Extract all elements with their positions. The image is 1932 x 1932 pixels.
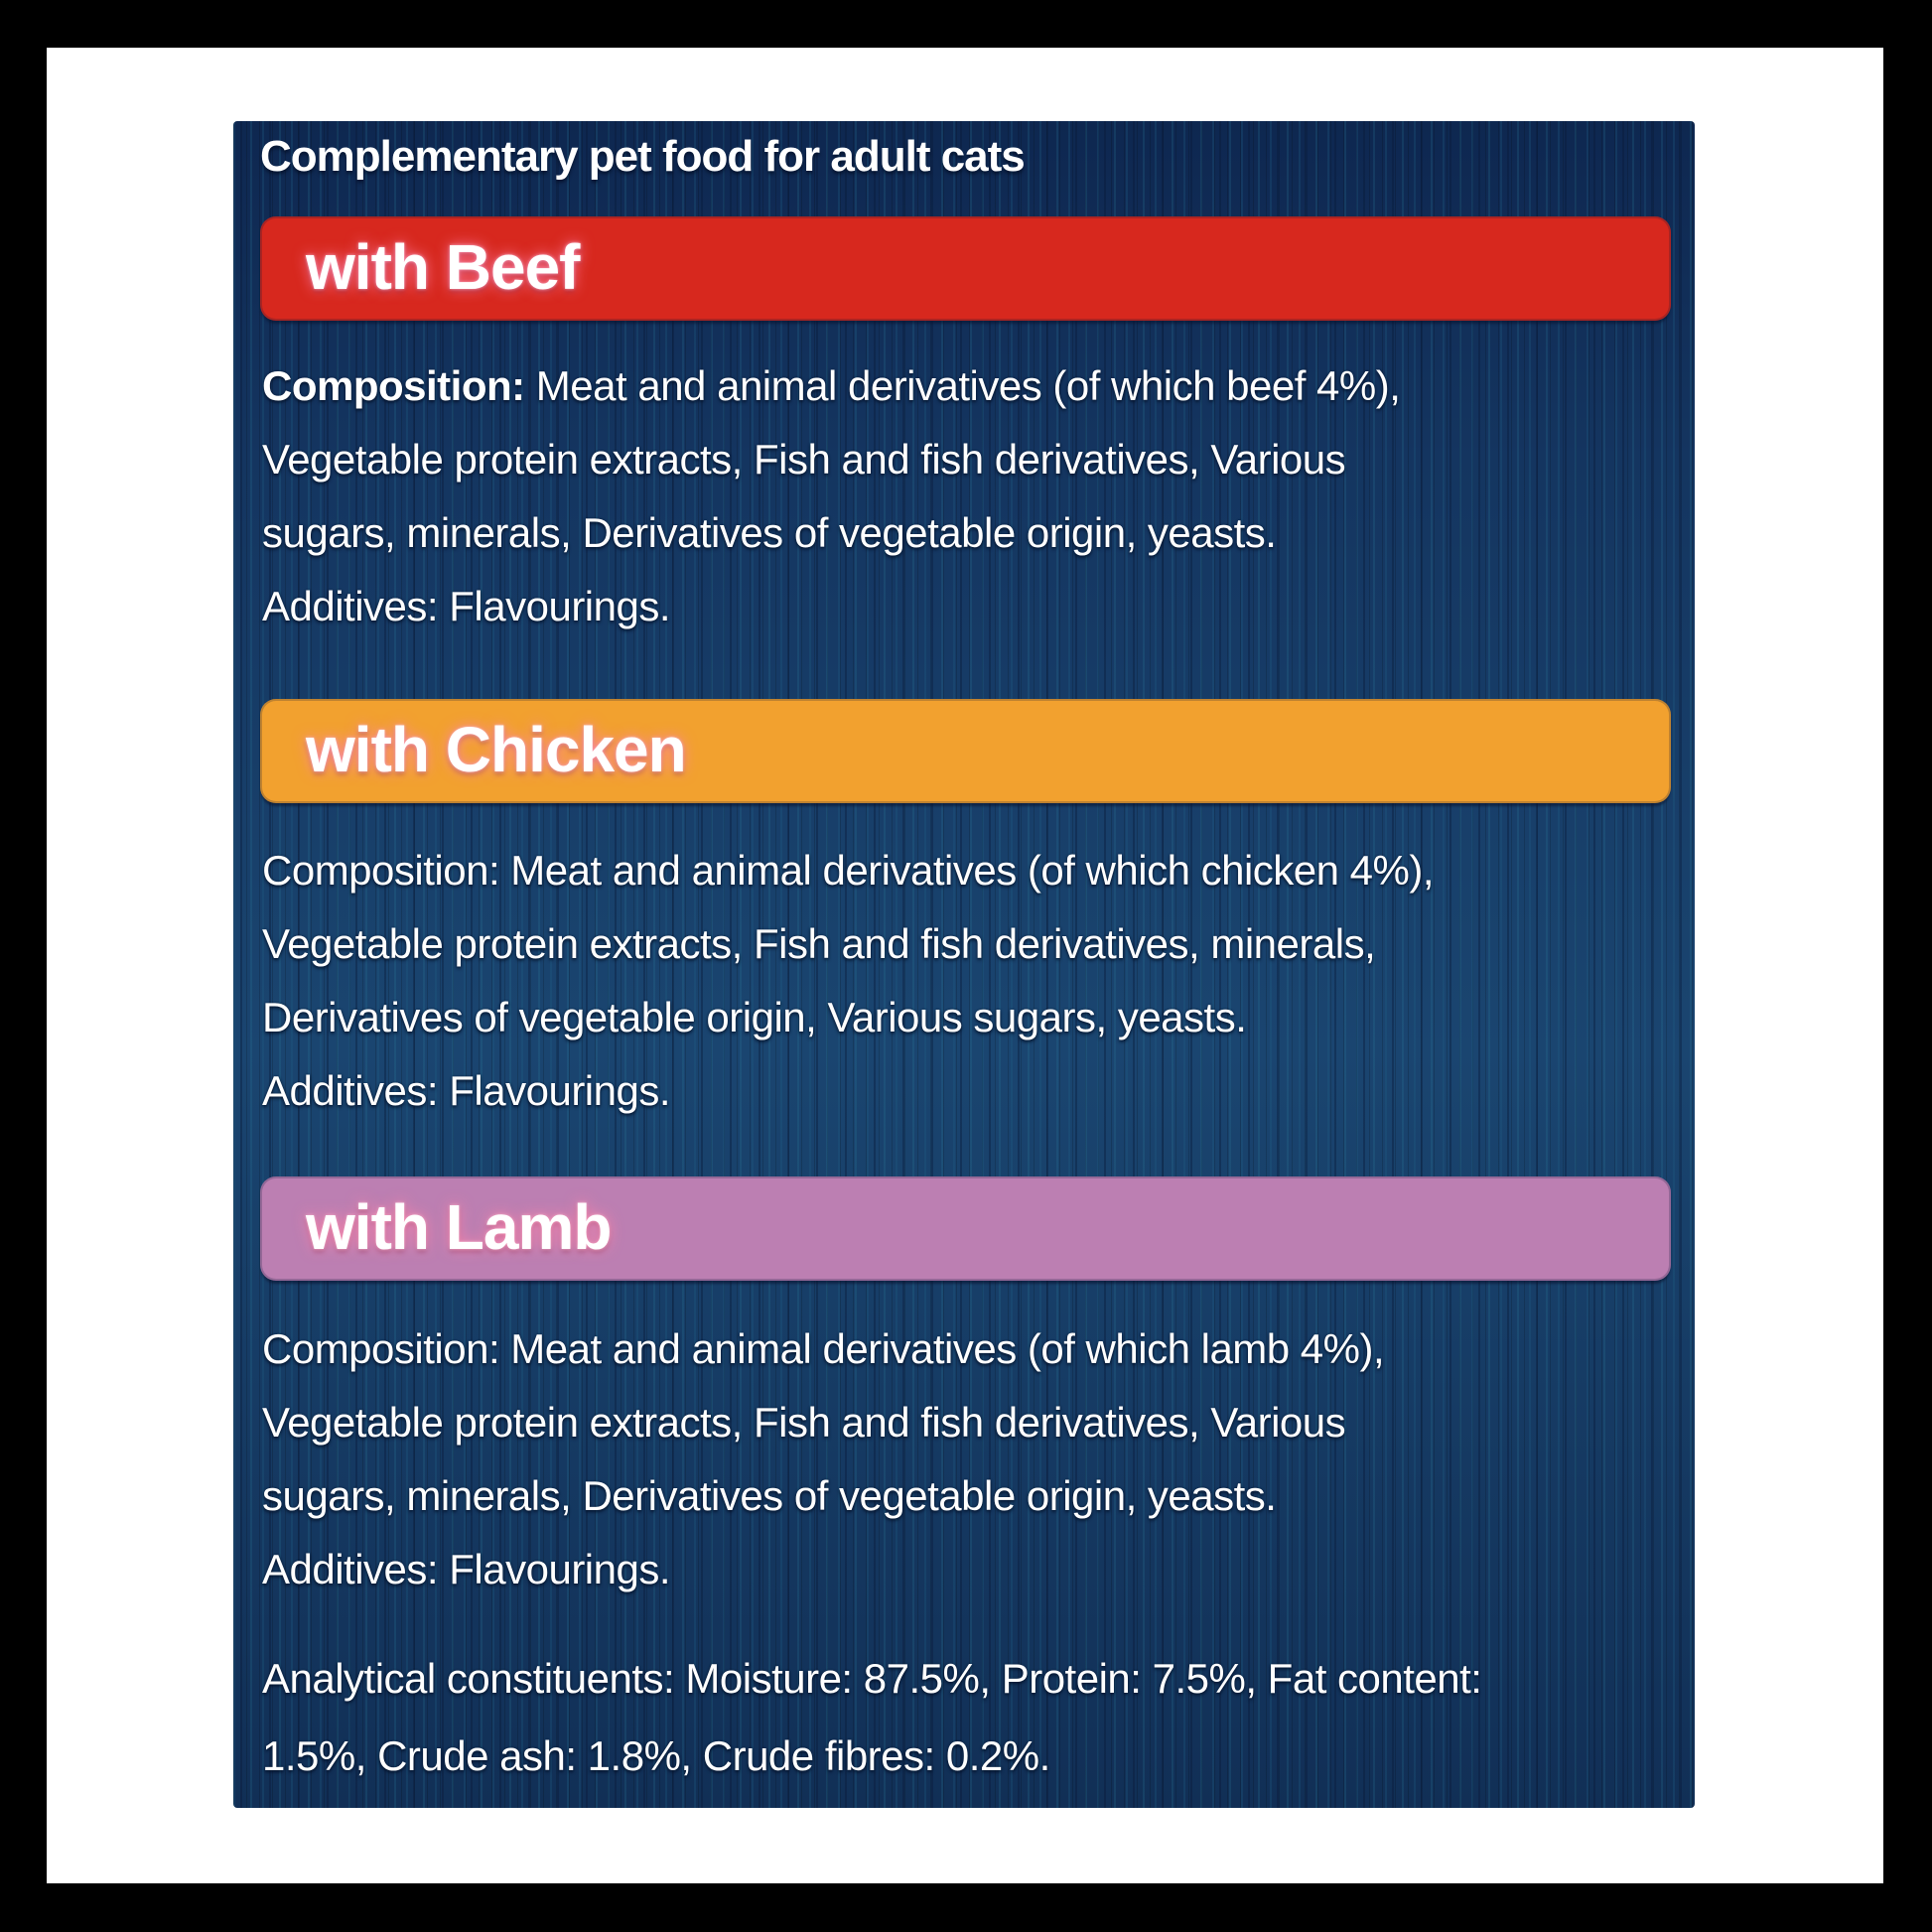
chicken-composition: [262, 834, 1434, 1128]
beef-composition-line-2: Vegetable protein extracts, Fish and fish derivatives, Various: [262, 436, 1346, 483]
page-title: Complementary pet food for adult cats: [260, 132, 1025, 181]
lamb-composition: [262, 1312, 1384, 1606]
label-card: [47, 48, 1883, 1883]
beef-composition: [262, 349, 1400, 643]
beef-composition-lead: Composition:: [262, 362, 525, 409]
chicken-additives-line: Additives: Flavourings.: [262, 1067, 671, 1114]
beef-composition-line-3: sugars, minerals, Derivatives of vegetable origin, yeasts.: [262, 509, 1277, 556]
chicken-banner: [260, 699, 1671, 803]
chicken-composition-line-3: Derivatives of vegetable origin, Various sugars, yeasts.: [262, 994, 1247, 1040]
lamb-additives-line: Additives: Flavourings.: [262, 1546, 671, 1592]
lamb-composition-line-1: Composition: Meat and animal derivatives (of which lamb 4%),: [262, 1325, 1385, 1372]
lamb-composition-line-3: sugars, minerals, Derivatives of vegetable origin, yeasts.: [262, 1472, 1277, 1519]
beef-banner-label: with Beef: [306, 231, 580, 303]
pet-food-info-panel: [233, 121, 1695, 1808]
beef-banner: [260, 216, 1671, 321]
lamb-composition-line-2: Vegetable protein extracts, Fish and fish derivatives, Various: [262, 1399, 1346, 1446]
analytical-constituents: [262, 1640, 1481, 1795]
beef-composition-line-1-text: Meat and animal derivatives (of which beef 4%),: [524, 362, 1401, 409]
lamb-banner: [260, 1176, 1671, 1281]
analytical-line-1: Analytical constituents: Moisture: 87.5%, Protein: 7.5%, Fat content:: [262, 1655, 1482, 1702]
chicken-banner-label: with Chicken: [306, 714, 686, 785]
chicken-composition-line-2: Vegetable protein extracts, Fish and fish derivatives, minerals,: [262, 920, 1376, 967]
analytical-line-2: 1.5%, Crude ash: 1.8%, Crude fibres: 0.2%.: [262, 1732, 1050, 1779]
beef-composition-line-1: [262, 349, 1400, 423]
lamb-banner-label: with Lamb: [306, 1191, 612, 1263]
chicken-composition-line-1: Composition: Meat and animal derivatives (of which chicken 4%),: [262, 847, 1435, 894]
beef-additives-line: Additives: Flavourings.: [262, 583, 671, 629]
